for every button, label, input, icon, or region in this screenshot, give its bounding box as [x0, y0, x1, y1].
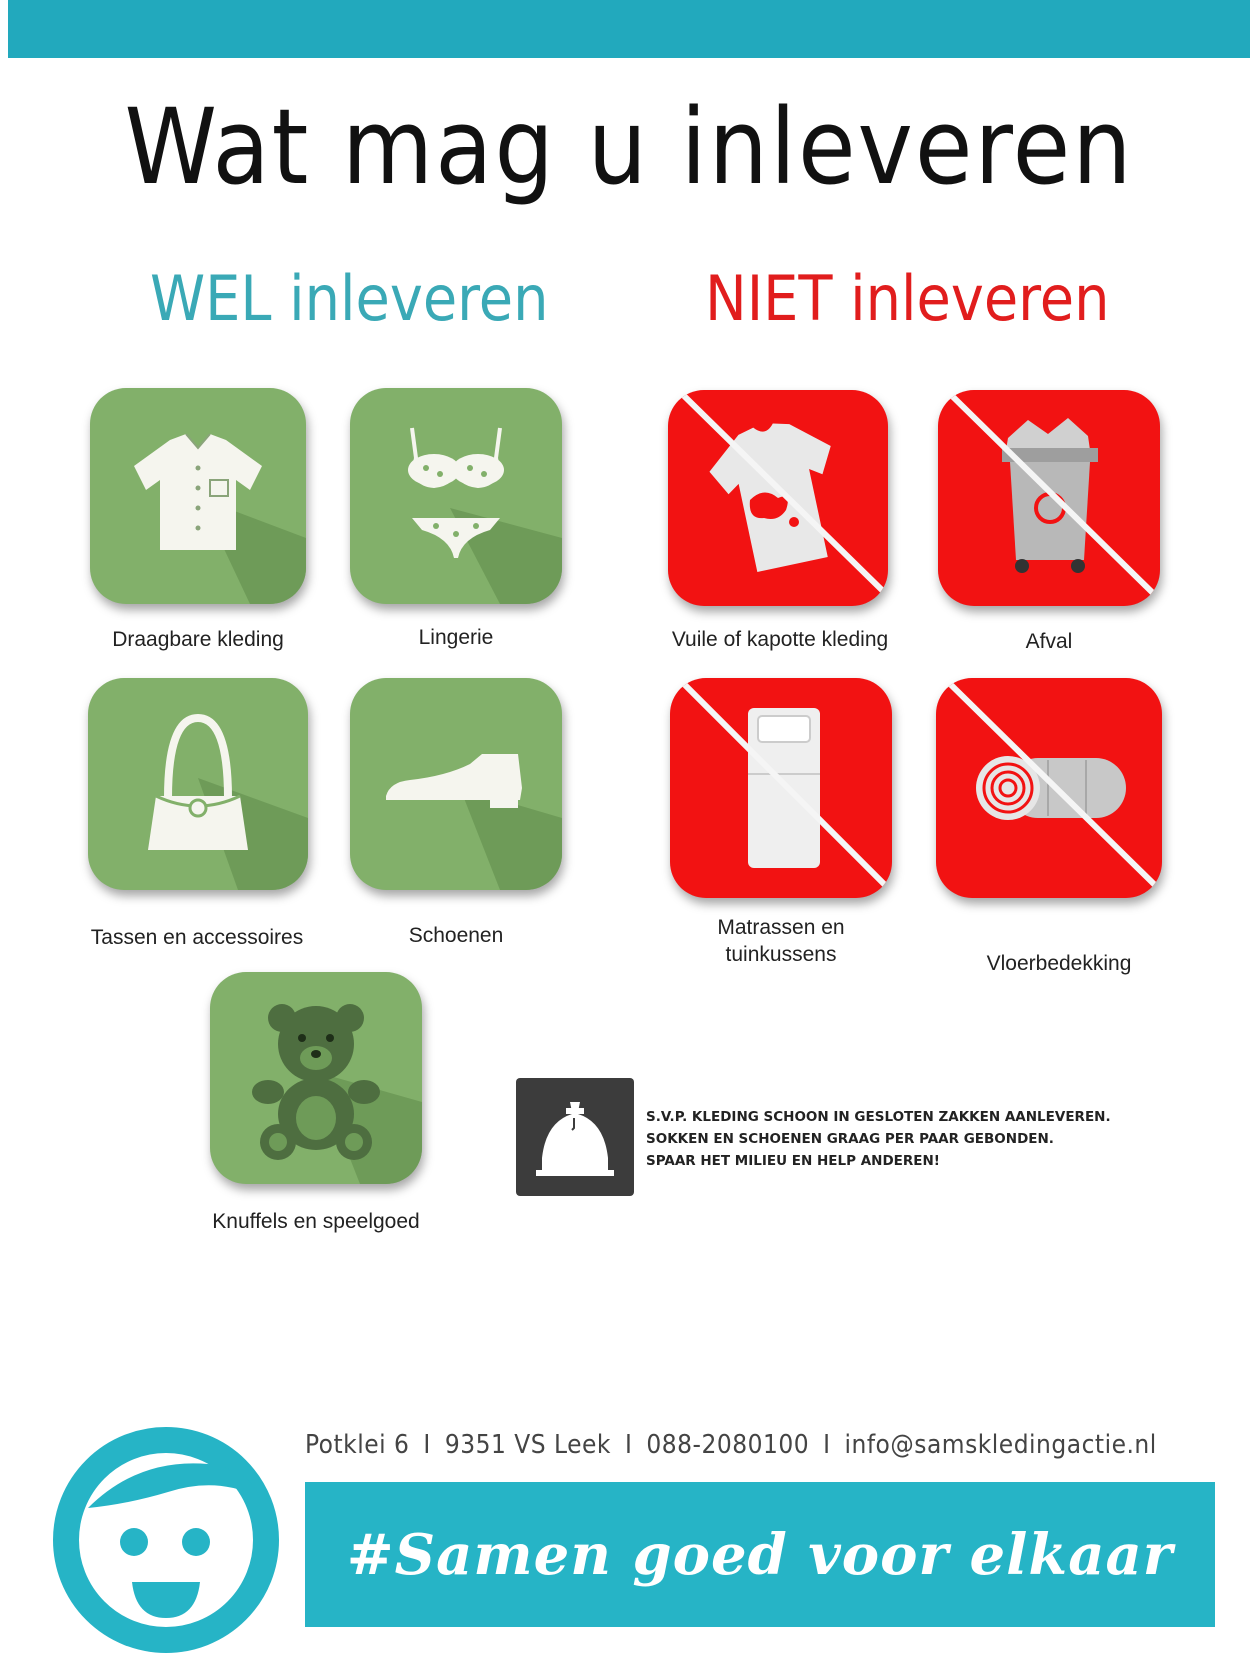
note-line-3: SPAAR HET MILIEU EN HELP ANDEREN!	[646, 1153, 940, 1169]
closed-bag-box	[516, 1078, 634, 1196]
contact-separator: I	[423, 1430, 431, 1460]
item-label-matrassen-line1: Matrassen en	[717, 916, 845, 939]
closed-bag-icon	[516, 1078, 634, 1196]
item-label-vloerbedekking: Vloerbedekking	[986, 952, 1132, 975]
item-label-schoenen: Schoenen	[408, 924, 504, 947]
shirt-tile	[90, 388, 306, 604]
slogan-text: #Samen goed voor elkaar	[346, 1521, 1174, 1588]
item-label-afval: Afval	[1025, 630, 1073, 653]
contact-separator: I	[624, 1430, 633, 1460]
instruction-note	[646, 1106, 1111, 1172]
item-label-matrassen	[670, 914, 892, 969]
mattress-icon	[670, 678, 892, 898]
handbag-tile	[88, 678, 308, 890]
contact-postal: 9351 VS Leek	[444, 1430, 611, 1460]
sams-logo	[48, 1418, 284, 1654]
wel-heading: WEL inleveren	[150, 262, 549, 335]
carpet-tile	[936, 678, 1162, 898]
item-label-knuffels: Knuffels en speelgoed	[212, 1210, 420, 1233]
contact-separator: I	[823, 1430, 831, 1460]
contact-phone: 088-2080100	[646, 1430, 810, 1460]
contact-email: info@samskledingactie.nl	[844, 1430, 1157, 1460]
smiley-logo-icon	[48, 1418, 284, 1654]
note-line-1: S.V.P. KLEDING SCHOON IN GESLOTEN ZAKKEN AANLEVEREN.	[646, 1109, 1111, 1125]
contact-address: Potklei 6	[305, 1430, 410, 1460]
trash-bin-icon	[938, 390, 1160, 606]
contact-line	[305, 1430, 1157, 1460]
handbag-icon	[88, 678, 308, 890]
dirty-shirt-tile	[668, 390, 888, 606]
item-label-draagbare-kleding: Draagbare kleding	[112, 628, 284, 651]
teddy-bear-icon	[210, 972, 422, 1184]
lingerie-icon	[350, 388, 562, 604]
slogan-banner	[305, 1482, 1215, 1627]
shirt-icon	[90, 388, 306, 604]
page-title: Wat mag u inleveren	[124, 86, 1134, 208]
item-label-matrassen-line2: tuinkussens	[725, 943, 837, 967]
niet-heading: NIET inleveren	[705, 262, 1110, 335]
shoe-tile	[350, 678, 562, 890]
mattress-tile	[670, 678, 892, 898]
trash-tile	[938, 390, 1160, 606]
item-label-tassen: Tassen en accessoires	[90, 926, 304, 949]
top-banner-bar	[8, 0, 1250, 58]
item-label-lingerie: Lingerie	[418, 626, 494, 649]
dirty-shirt-icon	[668, 390, 888, 606]
note-line-2: SOKKEN EN SCHOENEN GRAAG PER PAAR GEBONDEN.	[646, 1131, 1054, 1147]
carpet-roll-icon	[936, 678, 1162, 898]
shoe-icon	[350, 678, 562, 890]
teddy-tile	[210, 972, 422, 1184]
item-label-vuile-kleding: Vuile of kapotte kleding	[671, 628, 889, 651]
lingerie-tile	[350, 388, 562, 604]
